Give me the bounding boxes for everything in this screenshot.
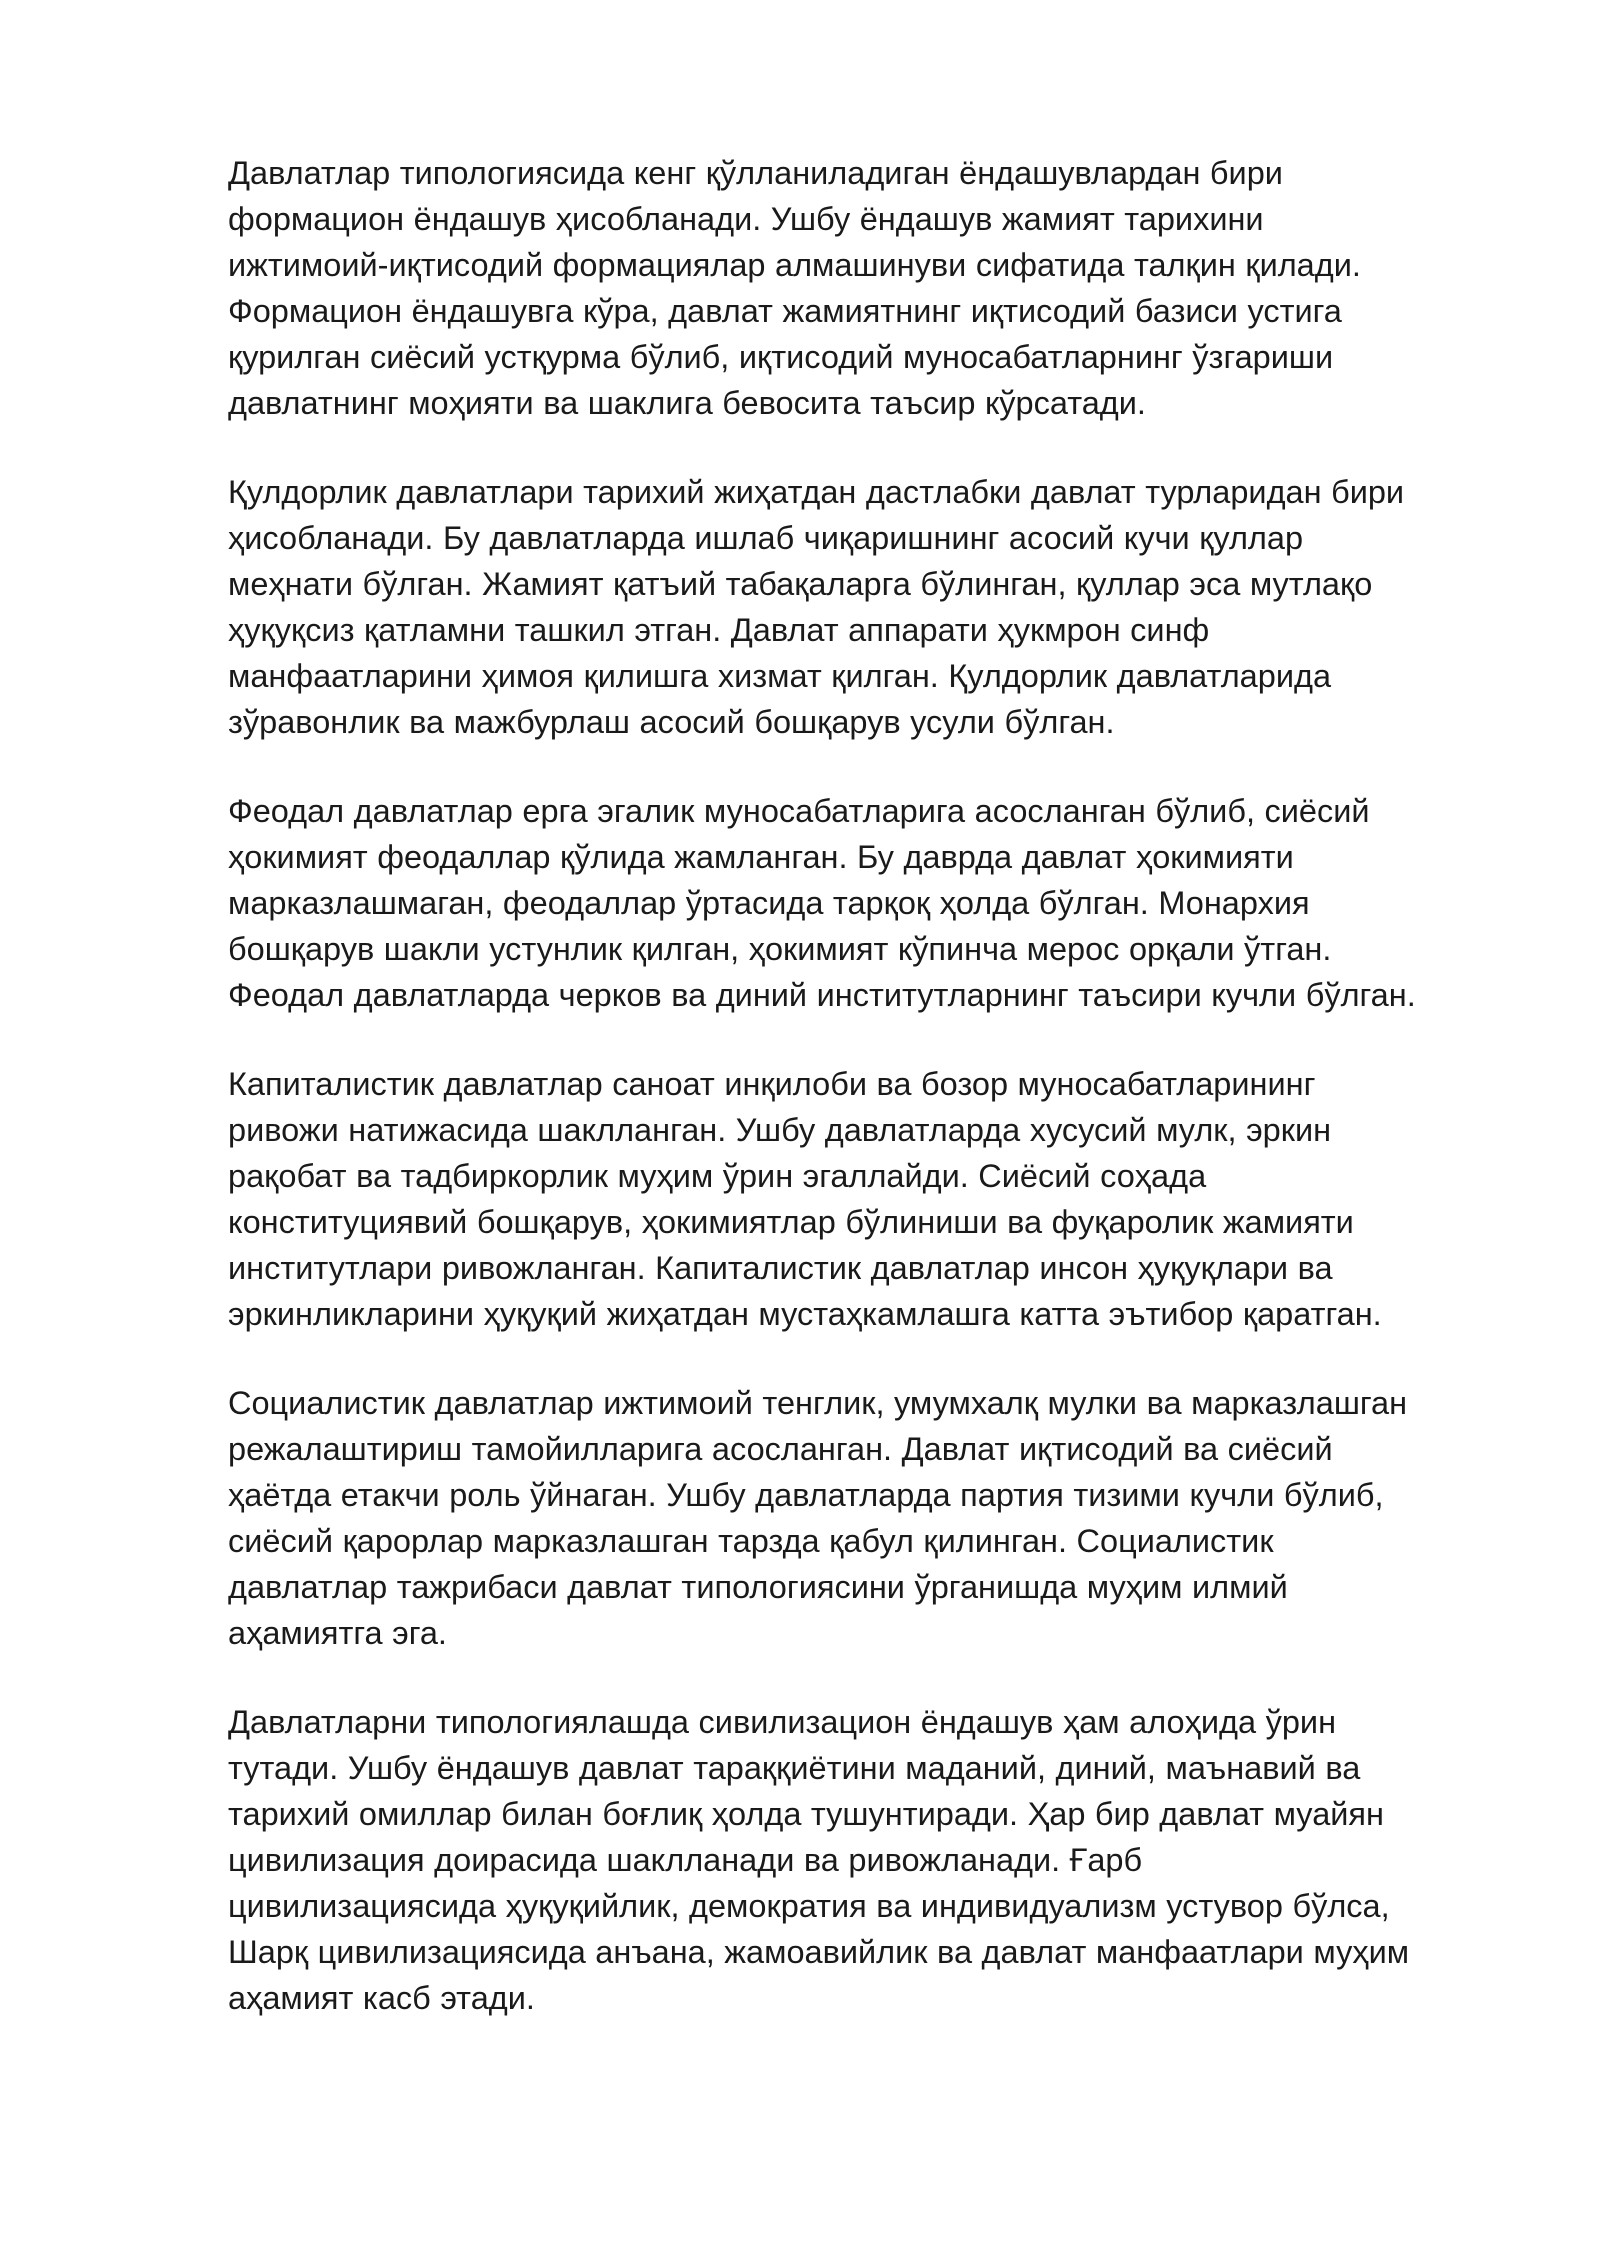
text-line: цивилизация доирасида шаклланади ва ривожланади. Ғарб xyxy=(228,1842,1143,1878)
text-line: ҳокимият феодаллар қўлида жамланган. Бу даврда давлат ҳокимияти xyxy=(228,839,1294,875)
text-line: қурилган сиёсий устқурма бўлиб, иқтисодий муносабатларнинг ўзгариши xyxy=(228,339,1334,375)
text-line: режалаштириш тамойилларига асосланган. Давлат иқтисодий ва сиёсий xyxy=(228,1431,1333,1467)
text-line: ривожи натижасида шаклланган. Ушбу давлатларда хусусий мулк, эркин xyxy=(228,1112,1332,1148)
text-line: тутади. Ушбу ёндашув давлат тараққиётини маданий, диний, маънавий ва xyxy=(228,1750,1361,1786)
text-line: марказлашмаган, феодаллар ўртасида тарқоқ ҳолда бўлган. Монархия xyxy=(228,885,1310,921)
text-line: аҳамият касб этади. xyxy=(228,1980,535,2016)
text-line: Давлатларни типологиялашда сивилизацион ёндашув ҳам алоҳида ўрин xyxy=(228,1704,1337,1740)
text-line: давлатлар тажрибаси давлат типологиясини ўрганишда муҳим илмий xyxy=(228,1569,1288,1605)
text-line: ҳаётда етакчи роль ўйнаган. Ушбу давлатларда партия тизими кучли бўлиб, xyxy=(228,1477,1384,1513)
text-line: цивилизациясида ҳуқуқийлик, демократия ва индивидуализм устувор бўлса, xyxy=(228,1888,1390,1924)
text-line: институтлари ривожланган. Капиталистик давлатлар инсон ҳуқуқлари ва xyxy=(228,1250,1333,1286)
paragraph xyxy=(228,1380,1493,1656)
paragraph xyxy=(228,788,1493,1018)
paragraph xyxy=(228,1699,1493,2021)
text-line: зўравонлик ва мажбурлаш асосий бошқарув усули бўлган. xyxy=(228,704,1115,740)
text-line: ҳуқуқсиз қатламни ташкил этган. Давлат аппарати ҳукмрон синф xyxy=(228,612,1210,648)
text-line: рақобат ва тадбиркорлик муҳим ўрин эгаллайди. Сиёсий соҳада xyxy=(228,1158,1207,1194)
text-line: эркинликларини ҳуқуқий жиҳатдан мустаҳкамлашга катта эътибор қаратган. xyxy=(228,1296,1382,1332)
text-line: меҳнати бўлган. Жамият қатъий табақаларга бўлинган, қуллар эса мутлақо xyxy=(228,566,1373,602)
text-line: Давлатлар типологиясида кенг қўлланиладиган ёндашувлардан бири xyxy=(228,155,1283,191)
text-line: Формацион ёндашувга кўра, давлат жамиятнинг иқтисодий базиси устига xyxy=(228,293,1342,329)
paragraph xyxy=(228,1061,1493,1337)
document-body xyxy=(228,150,1493,2021)
text-line: аҳамиятга эга. xyxy=(228,1615,447,1651)
text-line: ижтимоий-иқтисодий формациялар алмашинуви сифатида талқин қилади. xyxy=(228,247,1361,283)
text-line: Социалистик давлатлар ижтимоий тенглик, умумхалқ мулки ва марказлашган xyxy=(228,1385,1408,1421)
text-line: бошқарув шакли устунлик қилган, ҳокимият кўпинча мерос орқали ўтган. xyxy=(228,931,1332,967)
paragraph xyxy=(228,150,1493,426)
text-line: Феодал давлатлар ерга эгалик муносабатларига асосланган бўлиб, сиёсий xyxy=(228,793,1370,829)
paragraph xyxy=(228,469,1493,745)
text-line: манфаатларини ҳимоя қилишга хизмат қилган. Қулдорлик давлатларида xyxy=(228,658,1332,694)
text-line: Капиталистик давлатлар саноат инқилоби ва бозор муносабатларининг xyxy=(228,1066,1316,1102)
text-line: конституциявий бошқарув, ҳокимиятлар бўлиниши ва фуқаролик жамияти xyxy=(228,1204,1354,1240)
text-line: ҳисобланади. Бу давлатларда ишлаб чиқаришнинг асосий кучи қуллар xyxy=(228,520,1304,556)
text-line: Феодал давлатларда черков ва диний институтларнинг таъсири кучли бўлган. xyxy=(228,977,1416,1013)
text-line: тарихий омиллар билан боғлиқ ҳолда тушунтиради. Ҳар бир давлат муайян xyxy=(228,1796,1384,1832)
text-line: давлатнинг моҳияти ва шаклига бевосита таъсир кўрсатади. xyxy=(228,385,1146,421)
text-line: формацион ёндашув ҳисобланади. Ушбу ёндашув жамият тарихини xyxy=(228,201,1264,237)
text-line: Шарқ цивилизациясида анъана, жамоавийлик ва давлат манфаатлари муҳим xyxy=(228,1934,1410,1970)
text-line: сиёсий қарорлар марказлашган тарзда қабул қилинган. Социалистик xyxy=(228,1523,1274,1559)
text-line: Қулдорлик давлатлари тарихий жиҳатдан дастлабки давлат турларидан бири xyxy=(228,474,1405,510)
